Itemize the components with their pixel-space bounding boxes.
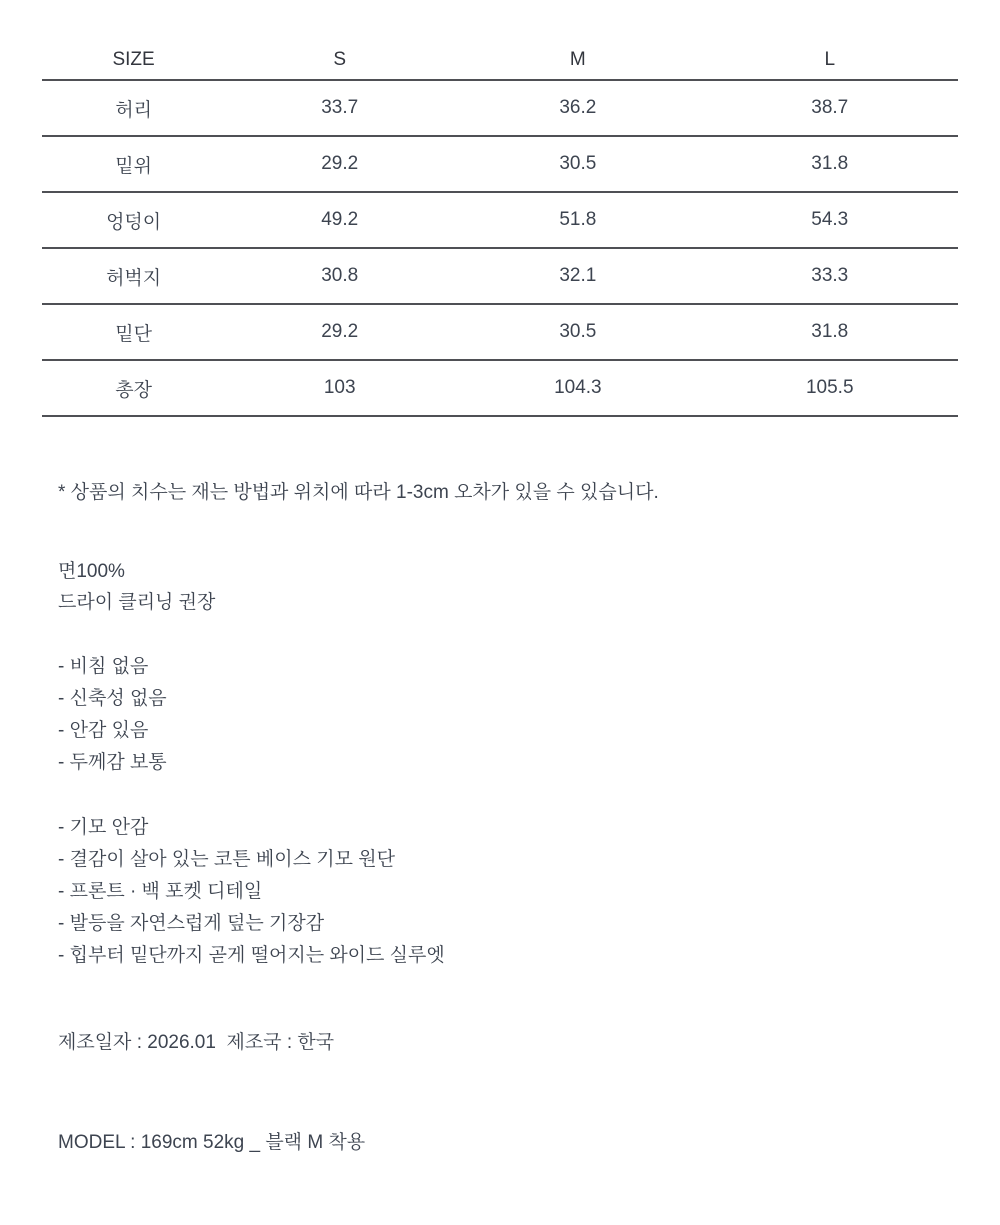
feature-item: - 안감 있음 — [58, 720, 149, 741]
model-info: MODEL : 169cm 52kg _ 블랙 M 착용 — [58, 1132, 366, 1153]
table-row — [42, 192, 958, 248]
row-label: 총장 — [42, 360, 225, 416]
table-row — [42, 80, 958, 136]
feature-list-basic — [58, 651, 1000, 779]
cell-value: 31.8 — [702, 304, 959, 360]
header-size: SIZE — [42, 40, 225, 80]
cell-value: 49.2 — [225, 192, 454, 248]
cell-value: 38.7 — [702, 80, 959, 136]
size-table-header-row — [42, 40, 958, 80]
cell-value: 31.8 — [702, 136, 959, 192]
fabric-care: 드라이 클리닝 권장 — [58, 592, 216, 613]
feature-item: - 힙부터 밑단까지 곧게 떨어지는 와이드 실루엣 — [58, 945, 445, 966]
feature-item: - 신축성 없음 — [58, 688, 167, 709]
row-label: 밑단 — [42, 304, 225, 360]
cell-value: 30.5 — [454, 304, 701, 360]
cell-value: 29.2 — [225, 304, 454, 360]
cell-value: 33.7 — [225, 80, 454, 136]
cell-value: 103 — [225, 360, 454, 416]
cell-value: 54.3 — [702, 192, 959, 248]
table-row — [42, 248, 958, 304]
feature-list-detail — [58, 812, 1000, 972]
header-l: L — [702, 40, 959, 80]
cell-value: 33.3 — [702, 248, 959, 304]
cell-value: 51.8 — [454, 192, 701, 248]
cell-value: 29.2 — [225, 136, 454, 192]
manufacture-info: 제조일자 : 2026.01 제조국 : 한국 — [58, 1032, 335, 1053]
feature-item: - 결감이 살아 있는 코튼 베이스 기모 원단 — [58, 849, 395, 870]
feature-item: - 두께감 보통 — [58, 752, 167, 773]
header-m: M — [454, 40, 701, 80]
row-label: 허벅지 — [42, 248, 225, 304]
cell-value: 104.3 — [454, 360, 701, 416]
feature-item: - 프론트 · 백 포켓 디테일 — [58, 881, 263, 902]
fabric-info — [58, 556, 1000, 618]
feature-item: - 기모 안감 — [58, 817, 149, 838]
row-label: 엉덩이 — [42, 192, 225, 248]
table-row — [42, 360, 958, 416]
cell-value: 30.8 — [225, 248, 454, 304]
feature-item: - 발등을 자연스럽게 덮는 기장감 — [58, 913, 325, 934]
size-table — [42, 40, 958, 417]
feature-item: - 비침 없음 — [58, 656, 149, 677]
table-row — [42, 136, 958, 192]
cell-value: 105.5 — [702, 360, 959, 416]
cell-value: 32.1 — [454, 248, 701, 304]
fabric-material: 면100% — [58, 561, 125, 582]
cell-value: 36.2 — [454, 80, 701, 136]
row-label: 허리 — [42, 80, 225, 136]
table-row — [42, 304, 958, 360]
cell-value: 30.5 — [454, 136, 701, 192]
header-s: S — [225, 40, 454, 80]
row-label: 밑위 — [42, 136, 225, 192]
size-tolerance-note: * 상품의 치수는 재는 방법과 위치에 따라 1-3cm 오차가 있을 수 있습니다. — [58, 482, 659, 503]
